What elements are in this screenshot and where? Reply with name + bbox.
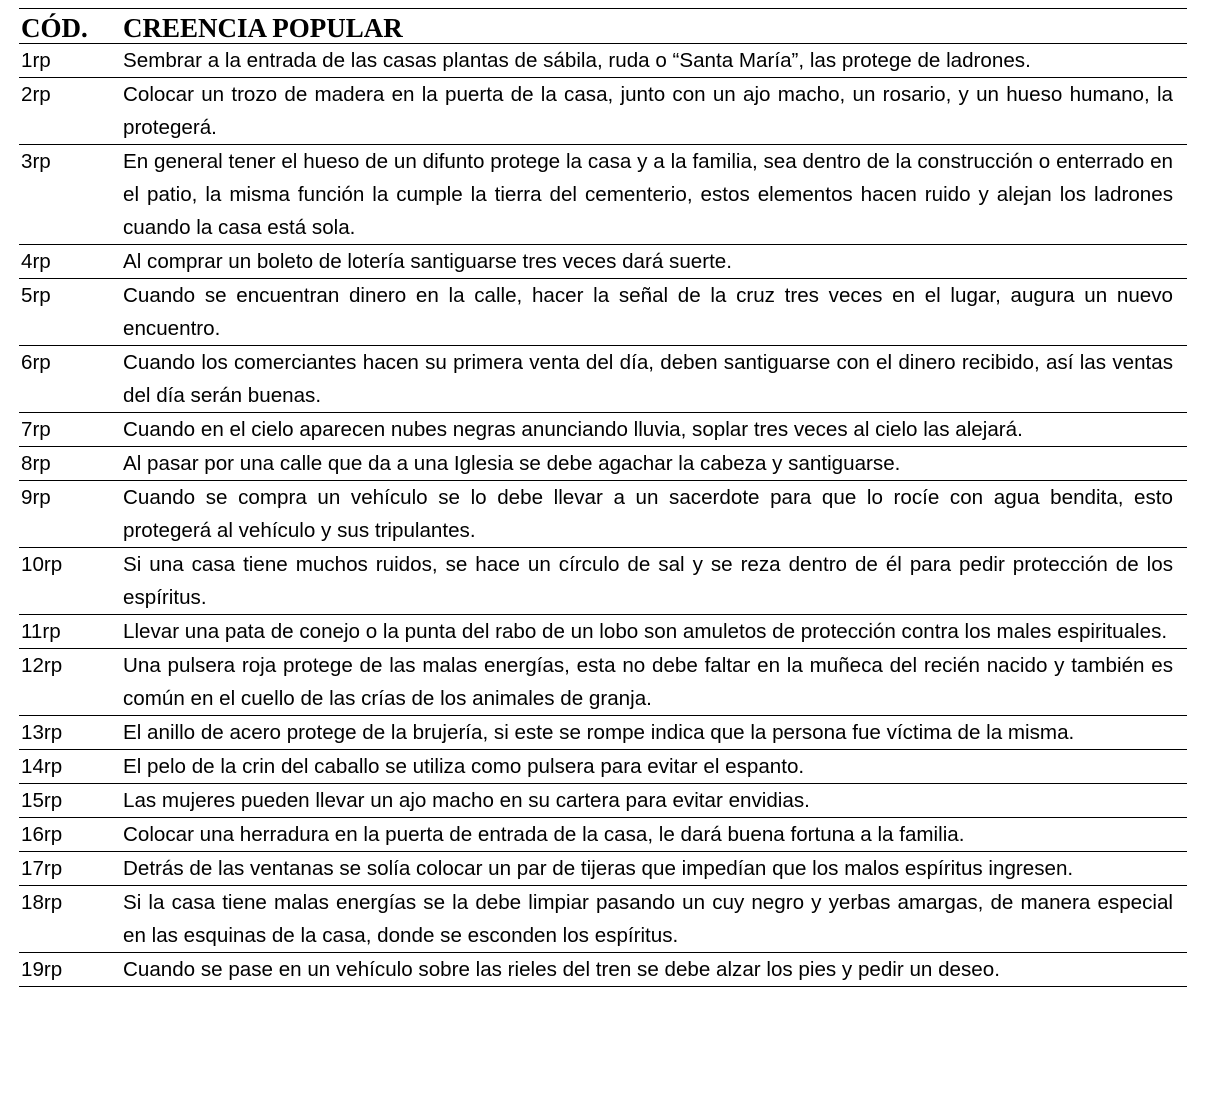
table-row	[19, 413, 1187, 447]
table-row	[19, 649, 1187, 716]
row-code: 2rp	[21, 83, 51, 106]
beliefs-table	[19, 8, 1187, 987]
table-row	[19, 78, 1187, 145]
table-body	[19, 44, 1187, 987]
row-code: 19rp	[21, 958, 63, 981]
row-code: 4rp	[21, 250, 51, 273]
row-text: Cuando se encuentran dinero en la calle, hacer la señal de la cruz tres veces en el lugar, augura un nuevo encuentro.	[123, 284, 1173, 340]
table-header	[19, 9, 1187, 44]
row-text: Si una casa tiene muchos ruidos, se hace un círculo de sal y se reza dentro de él para pedir protección de los espíritus.	[123, 553, 1173, 609]
table-row	[19, 750, 1187, 784]
row-code: 17rp	[21, 857, 63, 880]
row-text: Si la casa tiene malas energías se la debe limpiar pasando un cuy negro y yerbas amargas, de manera especial en las esquinas de la casa, donde se esconden los espíritus.	[123, 891, 1173, 947]
row-code: 18rp	[21, 891, 63, 914]
row-text: Al pasar por una calle que da a una Iglesia se debe agachar la cabeza y santiguarse.	[123, 452, 901, 475]
table-row	[19, 784, 1187, 818]
row-text: Las mujeres pueden llevar un ajo macho en su cartera para evitar envidias.	[123, 789, 810, 812]
row-text: Cuando se compra un vehículo se lo debe llevar a un sacerdote para que lo rocíe con agua bendita, esto protegerá al vehículo y sus tripulantes.	[123, 486, 1173, 542]
row-code: 6rp	[21, 351, 51, 374]
row-text: Sembrar a la entrada de las casas plantas de sábila, ruda o “Santa María”, las protege de ladrones.	[123, 49, 1031, 72]
row-code: 5rp	[21, 284, 51, 307]
table-row	[19, 481, 1187, 548]
row-text: Cuando en el cielo aparecen nubes negras anunciando lluvia, soplar tres veces al cielo las alejará.	[123, 418, 1023, 441]
table-row	[19, 886, 1187, 953]
beliefs-table-container	[19, 8, 1187, 987]
row-text: Al comprar un boleto de lotería santiguarse tres veces dará suerte.	[123, 250, 732, 273]
row-code: 12rp	[21, 654, 63, 677]
row-text: El anillo de acero protege de la brujería, si este se rompe indica que la persona fue víctima de la misma.	[123, 721, 1075, 744]
row-text: Detrás de las ventanas se solía colocar un par de tijeras que impedían que los malos espíritus ingresen.	[123, 857, 1074, 880]
row-text: Colocar una herradura en la puerta de entrada de la casa, le dará buena fortuna a la familia.	[123, 823, 965, 846]
table-row	[19, 245, 1187, 279]
table-row	[19, 615, 1187, 649]
row-code: 14rp	[21, 755, 63, 778]
row-code: 15rp	[21, 789, 63, 812]
table-row	[19, 818, 1187, 852]
table-row	[19, 953, 1187, 987]
row-code: 1rp	[21, 49, 51, 72]
row-code: 11rp	[21, 620, 61, 643]
row-code: 13rp	[21, 721, 63, 744]
row-text: Llevar una pata de conejo o la punta del rabo de un lobo son amuletos de protección contra los males espirituales.	[123, 620, 1168, 643]
row-text: Cuando se pase en un vehículo sobre las rieles del tren se debe alzar los pies y pedir un deseo.	[123, 958, 1000, 981]
table-row	[19, 716, 1187, 750]
table-row	[19, 279, 1187, 346]
row-code: 16rp	[21, 823, 63, 846]
header-row	[19, 9, 1187, 44]
header-code: CÓD.	[21, 13, 88, 43]
table-row	[19, 44, 1187, 78]
row-code: 10rp	[21, 553, 63, 576]
table-row	[19, 447, 1187, 481]
table-row	[19, 548, 1187, 615]
row-text: Colocar un trozo de madera en la puerta de la casa, junto con un ajo macho, un rosario, y un hueso humano, la protegerá.	[123, 83, 1173, 139]
row-code: 7rp	[21, 418, 51, 441]
row-code: 9rp	[21, 486, 51, 509]
header-belief: CREENCIA POPULAR	[123, 13, 403, 43]
row-text: En general tener el hueso de un difunto protege la casa y a la familia, sea dentro de la construcción o enterrado en el patio, la misma función la cumple la tierra del cementerio, estos elementos hacen ruido y alejan los ladrones cuando la casa está sola.	[123, 150, 1173, 239]
table-row	[19, 145, 1187, 245]
row-code: 8rp	[21, 452, 51, 475]
row-code: 3rp	[21, 150, 51, 173]
row-text: Cuando los comerciantes hacen su primera venta del día, deben santiguarse con el dinero recibido, así las ventas del día serán buenas.	[123, 351, 1173, 407]
table-row	[19, 346, 1187, 413]
table-row	[19, 852, 1187, 886]
row-text: Una pulsera roja protege de las malas energías, esta no debe faltar en la muñeca del recién nacido y también es común en el cuello de las crías de los animales de granja.	[123, 654, 1173, 710]
row-text: El pelo de la crin del caballo se utiliza como pulsera para evitar el espanto.	[123, 755, 805, 778]
